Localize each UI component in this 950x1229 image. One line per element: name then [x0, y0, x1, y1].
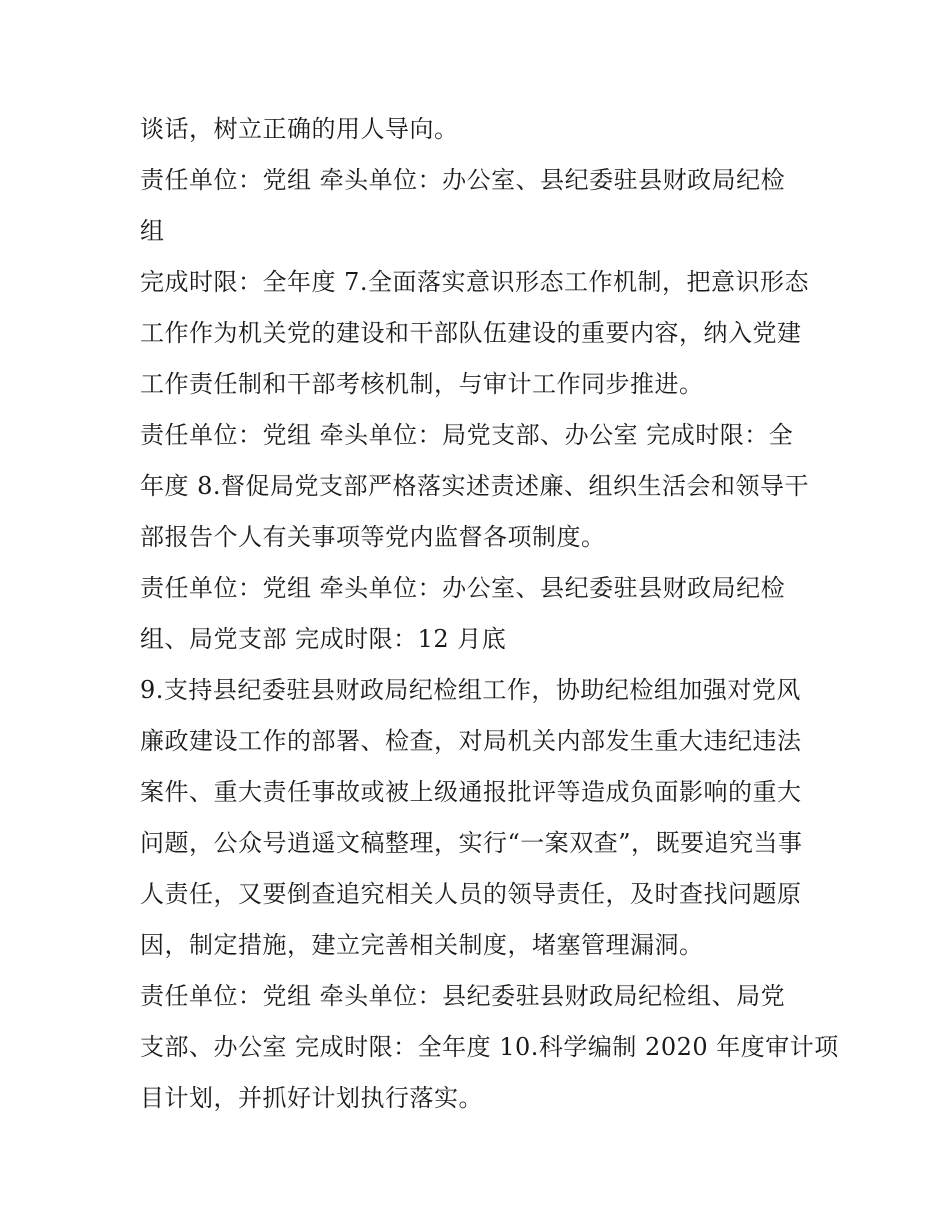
- text-line: 责任单位：党组 牵头单位：县纪委驻县财政局纪检组、局党: [140, 982, 786, 1010]
- text-line: 责任单位：党组 牵头单位：办公室、县纪委驻县财政局纪检: [140, 574, 786, 602]
- document-body: [140, 104, 839, 1124]
- text-line: 目计划，并抓好计划执行落实。: [140, 1084, 483, 1112]
- text-line: 支部、办公室 完成时限：全年度 10.科学编制 2020 年度审计项: [140, 1033, 839, 1061]
- text-line: 完成时限：全年度 7.全面落实意识形态工作机制，把意识形态: [140, 268, 810, 296]
- text-line: 组: [140, 217, 165, 245]
- text-line: 工作责任制和干部考核机制，与审计工作同步推进。: [140, 370, 704, 398]
- text-line: 因，制定措施，建立完善相关制度，堵塞管理漏洞。: [140, 931, 704, 959]
- text-line: 部报告个人有关事项等党内监督各项制度。: [140, 523, 606, 551]
- text-line: 责任单位：党组 牵头单位：局党支部、办公室 完成时限：全: [140, 421, 794, 449]
- text-line: 组、局党支部 完成时限：12 月底: [140, 625, 507, 653]
- text-line: 问题，公众号逍遥文稿整理，实行“一案双查”，既要追究当事: [140, 829, 803, 857]
- text-line: 年度 8.督促局党支部严格落实述责述廉、组织生活会和领导干: [140, 472, 810, 500]
- text-line: 廉政建设工作的部署、检查，对局机关内部发生重大违纪违法: [140, 727, 802, 755]
- text-line: 人责任，又要倒查追究相关人员的领导责任，及时查找问题原: [140, 880, 802, 908]
- text-line: 案件、重大责任事故或被上级通报批评等造成负面影响的重大: [140, 778, 802, 806]
- text-line: 谈话，树立正确的用人导向。: [140, 115, 459, 143]
- text-line: 工作作为机关党的建设和干部队伍建设的重要内容，纳入党建: [140, 319, 802, 347]
- text-line: 责任单位：党组 牵头单位：办公室、县纪委驻县财政局纪检: [140, 166, 786, 194]
- text-line: 9.支持县纪委驻县财政局纪检组工作，协助纪检组加强对党风: [140, 676, 801, 704]
